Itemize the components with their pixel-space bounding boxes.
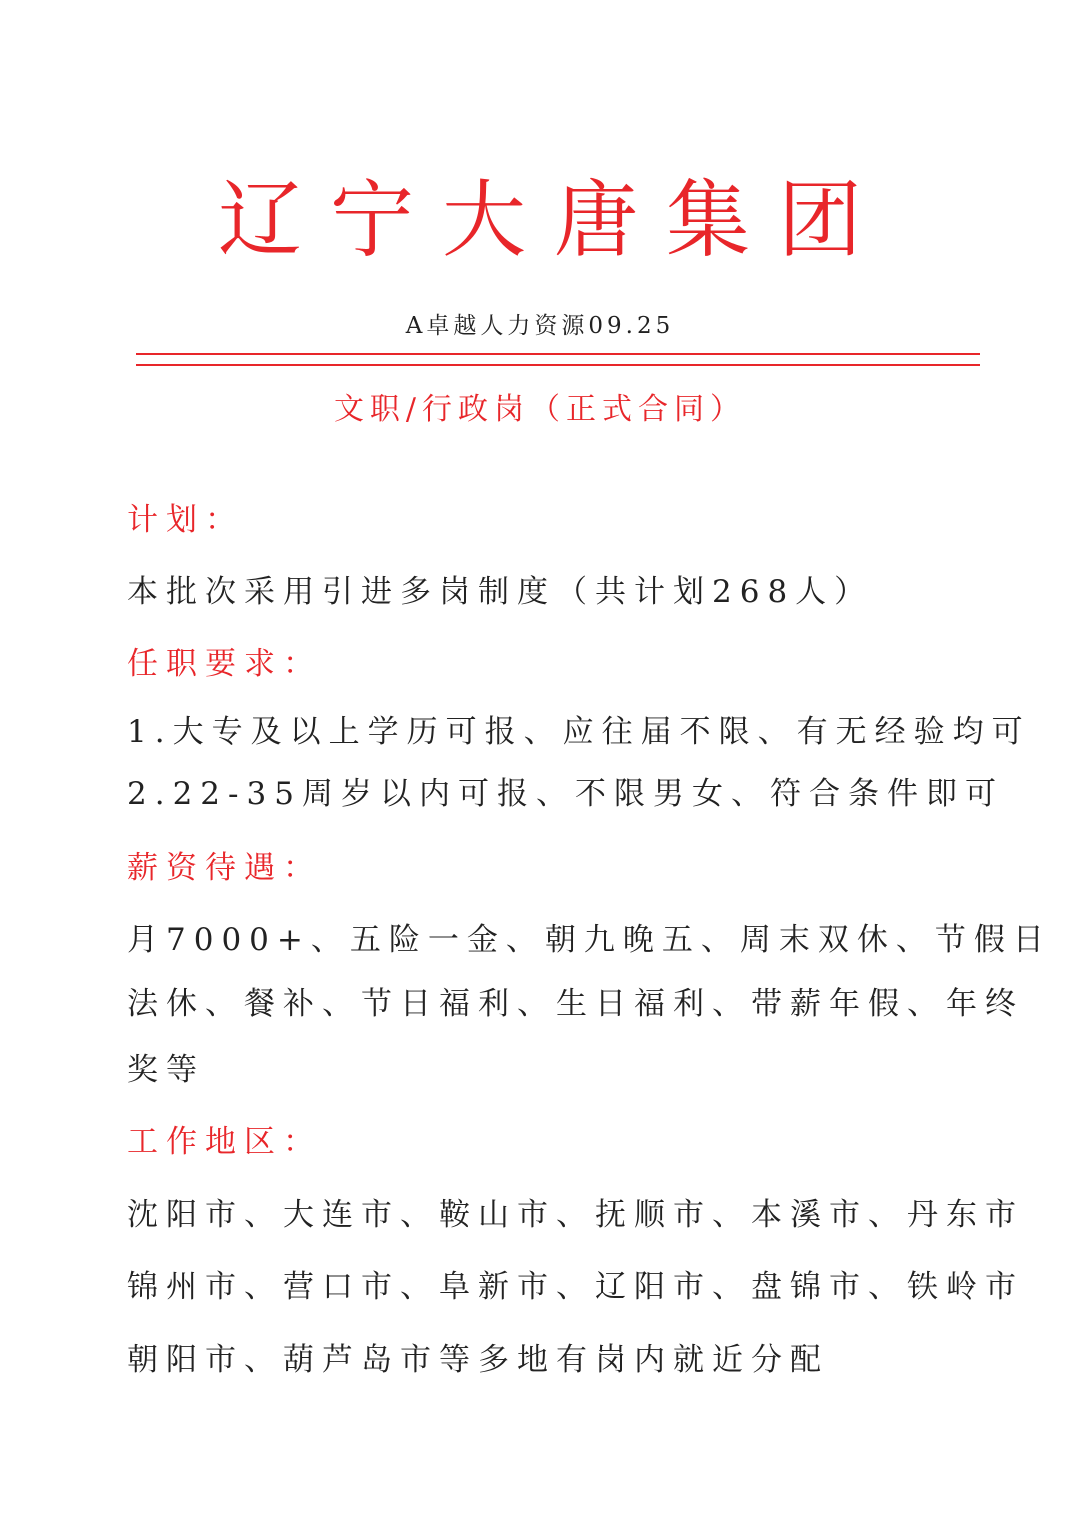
document-number: A卓越人力资源09.25 xyxy=(405,313,675,339)
requirements-heading: 任职要求： xyxy=(127,646,322,682)
requirements-line-1: 1.大专及以上学历可报、应往届不限、有无经验均可 xyxy=(127,714,1031,750)
requirements-line-2: 2.22-35周岁以内可报、不限男女、符合条件即可 xyxy=(127,776,1004,812)
red-divider-top xyxy=(136,353,980,355)
red-divider-bottom xyxy=(136,364,980,366)
area-line-3: 朝阳市、葫芦岛市等多地有岗内就近分配 xyxy=(127,1342,829,1378)
plan-heading: 计划： xyxy=(127,502,244,538)
salary-line-3: 奖等 xyxy=(127,1052,205,1088)
salary-heading: 薪资待遇： xyxy=(127,850,322,886)
position-title: 文职/行政岗（正式合同） xyxy=(333,392,747,427)
plan-line: 本批次采用引进多岗制度（共计划268人） xyxy=(127,574,874,610)
organization-title: 辽宁大唐集团 xyxy=(217,171,890,269)
area-heading: 工作地区： xyxy=(127,1124,322,1160)
salary-line-2: 法休、餐补、节日福利、生日福利、带薪年假、年终 xyxy=(127,986,1024,1022)
area-line-1: 沈阳市、大连市、鞍山市、抚顺市、本溪市、丹东市 xyxy=(127,1197,1024,1233)
salary-line-1: 月7000+、五险一金、朝九晚五、周末双休、节假日 xyxy=(127,922,1052,958)
area-line-2: 锦州市、营口市、阜新市、辽阳市、盘锦市、铁岭市 xyxy=(127,1269,1024,1305)
